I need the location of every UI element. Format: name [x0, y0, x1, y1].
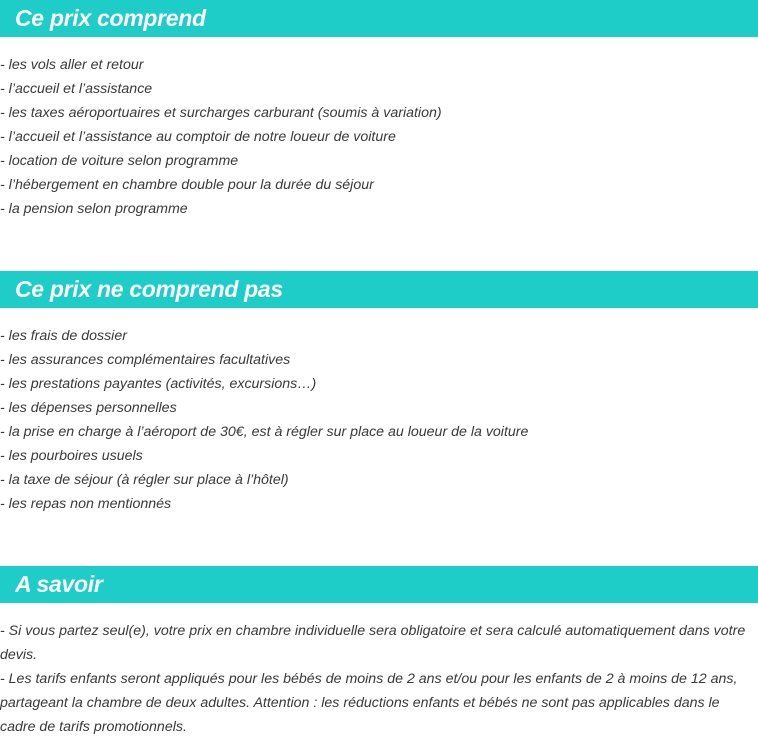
list-item: - l’accueil et l’assistance	[0, 81, 153, 97]
info-header	[0, 566, 758, 603]
info-paragraph-solo: - Si vous partez seul(e), votre prix en chambre individuelle sera obligatoire et sera calculé automatiquement dans votre devis.	[0, 623, 746, 663]
list-item: - les dépenses personnelles	[0, 400, 177, 416]
includes-list	[0, 53, 442, 221]
list-item: - location de voiture selon programme	[0, 153, 239, 169]
list-item: - les repas non mentionnés	[0, 496, 172, 512]
list-item: - la prise en charge à l’aéroport de 30€, est à régler sur place au loueur de la voiture	[0, 424, 529, 440]
list-item: - les frais de dossier	[0, 328, 127, 344]
excludes-title: Ce prix ne comprend pas	[15, 276, 283, 302]
list-item: - les prestations payantes (activités, excursions…)	[0, 376, 317, 392]
excludes-header	[0, 271, 758, 308]
includes-title: Ce prix comprend	[15, 5, 206, 31]
list-item: - les pourboires usuels	[0, 448, 143, 464]
list-item: - les vols aller et retour	[0, 57, 144, 73]
list-item: - les assurances complémentaires facultatives	[0, 352, 291, 368]
list-item: - l’hébergement en chambre double pour la durée du séjour	[0, 177, 374, 193]
list-item: - la pension selon programme	[0, 201, 188, 217]
includes-header	[0, 0, 758, 37]
list-item: - la taxe de séjour (à régler sur place à l’hôtel)	[0, 472, 289, 488]
list-item: - les taxes aéroportuaires et surcharges carburant (soumis à variation)	[0, 105, 442, 121]
info-title: A savoir	[15, 571, 103, 597]
info-paragraph-children: - Les tarifs enfants seront appliqués pour les bébés de moins de 2 ans et/ou pour les enfants de 2 à moins de 12 ans, partageant la chambre de deux adultes. Attention : les réductions enfants et bébés ne sont pas applicables dans le cadre de tarifs promotionnels.	[0, 671, 738, 735]
list-item: - l’accueil et l’assistance au comptoir de notre loueur de voiture	[0, 129, 396, 145]
excludes-list	[0, 324, 528, 516]
